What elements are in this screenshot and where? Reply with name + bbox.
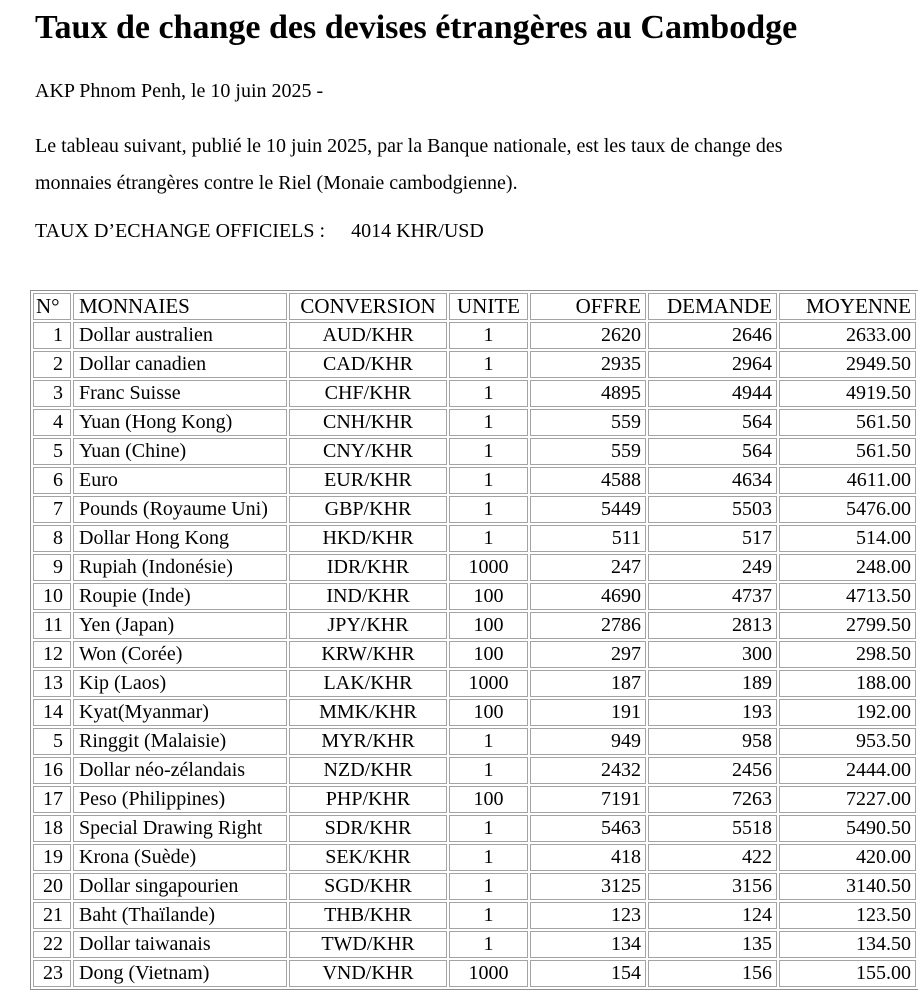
cell-offre: 3125 bbox=[530, 873, 646, 900]
cell-moyenne: 5476.00 bbox=[779, 496, 916, 523]
cell-demande: 300 bbox=[648, 641, 777, 668]
cell-monnaies: Won (Corée) bbox=[73, 641, 287, 668]
cell-moyenne: 2949.50 bbox=[779, 351, 916, 378]
cell-conversion: IND/KHR bbox=[289, 583, 447, 610]
cell-unite: 1 bbox=[449, 409, 528, 436]
cell-moyenne: 561.50 bbox=[779, 438, 916, 465]
cell-no: 5 bbox=[33, 728, 71, 755]
cell-unite: 1000 bbox=[449, 670, 528, 697]
cell-conversion: TWD/KHR bbox=[289, 931, 447, 958]
cell-offre: 559 bbox=[530, 409, 646, 436]
cell-demande: 2813 bbox=[648, 612, 777, 639]
col-header-1: MONNAIES bbox=[73, 293, 287, 320]
cell-conversion: SDR/KHR bbox=[289, 815, 447, 842]
cell-demande: 135 bbox=[648, 931, 777, 958]
cell-offre: 2786 bbox=[530, 612, 646, 639]
table-row bbox=[33, 554, 916, 581]
table-row bbox=[33, 641, 916, 668]
cell-moyenne: 514.00 bbox=[779, 525, 916, 552]
table-row bbox=[33, 844, 916, 871]
cell-no: 18 bbox=[33, 815, 71, 842]
cell-unite: 1000 bbox=[449, 960, 528, 987]
cell-monnaies: Dong (Vietnam) bbox=[73, 960, 287, 987]
cell-conversion: HKD/KHR bbox=[289, 525, 447, 552]
table-row bbox=[33, 612, 916, 639]
cell-offre: 154 bbox=[530, 960, 646, 987]
cell-monnaies: Dollar australien bbox=[73, 322, 287, 349]
cell-moyenne: 420.00 bbox=[779, 844, 916, 871]
cell-monnaies: Dollar taiwanais bbox=[73, 931, 287, 958]
cell-unite: 1 bbox=[449, 902, 528, 929]
exchange-rates-table bbox=[30, 290, 918, 990]
cell-no: 7 bbox=[33, 496, 71, 523]
cell-moyenne: 953.50 bbox=[779, 728, 916, 755]
cell-demande: 3156 bbox=[648, 873, 777, 900]
cell-unite: 100 bbox=[449, 612, 528, 639]
table-row bbox=[33, 728, 916, 755]
cell-offre: 511 bbox=[530, 525, 646, 552]
cell-moyenne: 248.00 bbox=[779, 554, 916, 581]
table-header-row bbox=[33, 293, 916, 320]
cell-monnaies: Peso (Philippines) bbox=[73, 786, 287, 813]
cell-conversion: MMK/KHR bbox=[289, 699, 447, 726]
cell-no: 19 bbox=[33, 844, 71, 871]
cell-conversion: CHF/KHR bbox=[289, 380, 447, 407]
table-row bbox=[33, 438, 916, 465]
cell-no: 1 bbox=[33, 322, 71, 349]
cell-unite: 100 bbox=[449, 786, 528, 813]
cell-unite: 100 bbox=[449, 641, 528, 668]
table-row bbox=[33, 873, 916, 900]
rates-tbody bbox=[33, 322, 916, 987]
cell-conversion: SGD/KHR bbox=[289, 873, 447, 900]
table-row bbox=[33, 902, 916, 929]
cell-no: 9 bbox=[33, 554, 71, 581]
cell-demande: 564 bbox=[648, 438, 777, 465]
table-row bbox=[33, 525, 916, 552]
cell-monnaies: Ringgit (Malaisie) bbox=[73, 728, 287, 755]
table-row bbox=[33, 699, 916, 726]
cell-monnaies: Yuan (Chine) bbox=[73, 438, 287, 465]
cell-conversion: IDR/KHR bbox=[289, 554, 447, 581]
cell-monnaies: Dollar néo-zélandais bbox=[73, 757, 287, 784]
cell-monnaies: Yuan (Hong Kong) bbox=[73, 409, 287, 436]
cell-unite: 1 bbox=[449, 757, 528, 784]
cell-demande: 193 bbox=[648, 699, 777, 726]
cell-monnaies: Roupie (Inde) bbox=[73, 583, 287, 610]
cell-moyenne: 7227.00 bbox=[779, 786, 916, 813]
cell-monnaies: Baht (Thaïlande) bbox=[73, 902, 287, 929]
cell-demande: 564 bbox=[648, 409, 777, 436]
cell-conversion: CNY/KHR bbox=[289, 438, 447, 465]
cell-offre: 247 bbox=[530, 554, 646, 581]
cell-offre: 297 bbox=[530, 641, 646, 668]
cell-monnaies: Dollar canadien bbox=[73, 351, 287, 378]
cell-conversion: PHP/KHR bbox=[289, 786, 447, 813]
cell-no: 2 bbox=[33, 351, 71, 378]
table-row bbox=[33, 322, 916, 349]
cell-monnaies: Pounds (Royaume Uni) bbox=[73, 496, 287, 523]
cell-monnaies: Rupiah (Indonésie) bbox=[73, 554, 287, 581]
cell-unite: 1 bbox=[449, 525, 528, 552]
cell-monnaies: Kip (Laos) bbox=[73, 670, 287, 697]
cell-conversion: AUD/KHR bbox=[289, 322, 447, 349]
cell-offre: 4588 bbox=[530, 467, 646, 494]
cell-moyenne: 4611.00 bbox=[779, 467, 916, 494]
cell-unite: 1 bbox=[449, 322, 528, 349]
cell-demande: 4944 bbox=[648, 380, 777, 407]
cell-offre: 123 bbox=[530, 902, 646, 929]
cell-conversion: NZD/KHR bbox=[289, 757, 447, 784]
cell-demande: 5503 bbox=[648, 496, 777, 523]
cell-conversion: CAD/KHR bbox=[289, 351, 447, 378]
intro-line-1: Le tableau suivant, publié le 10 juin 2025, par la Banque nationale, est les taux de change des bbox=[35, 135, 783, 157]
cell-unite: 1 bbox=[449, 467, 528, 494]
cell-monnaies: Kyat(Myanmar) bbox=[73, 699, 287, 726]
table-row bbox=[33, 757, 916, 784]
cell-conversion: THB/KHR bbox=[289, 902, 447, 929]
table-row bbox=[33, 467, 916, 494]
col-header-3: UNITE bbox=[449, 293, 528, 320]
cell-conversion: MYR/KHR bbox=[289, 728, 447, 755]
col-header-5: DEMANDE bbox=[648, 293, 777, 320]
cell-no: 20 bbox=[33, 873, 71, 900]
cell-offre: 134 bbox=[530, 931, 646, 958]
cell-moyenne: 2799.50 bbox=[779, 612, 916, 639]
official-rate-value: 4014 KHR/USD bbox=[351, 220, 484, 242]
cell-no: 12 bbox=[33, 641, 71, 668]
cell-demande: 2964 bbox=[648, 351, 777, 378]
cell-offre: 559 bbox=[530, 438, 646, 465]
cell-offre: 2620 bbox=[530, 322, 646, 349]
cell-no: 22 bbox=[33, 931, 71, 958]
cell-moyenne: 134.50 bbox=[779, 931, 916, 958]
cell-offre: 5449 bbox=[530, 496, 646, 523]
cell-moyenne: 298.50 bbox=[779, 641, 916, 668]
cell-conversion: JPY/KHR bbox=[289, 612, 447, 639]
cell-moyenne: 123.50 bbox=[779, 902, 916, 929]
cell-moyenne: 5490.50 bbox=[779, 815, 916, 842]
cell-demande: 2646 bbox=[648, 322, 777, 349]
cell-no: 4 bbox=[33, 409, 71, 436]
table-row bbox=[33, 960, 916, 987]
table-row bbox=[33, 380, 916, 407]
cell-unite: 1000 bbox=[449, 554, 528, 581]
official-rate-label: TAUX D’ECHANGE OFFICIELS : bbox=[35, 220, 326, 242]
cell-offre: 187 bbox=[530, 670, 646, 697]
table-row bbox=[33, 409, 916, 436]
cell-demande: 958 bbox=[648, 728, 777, 755]
cell-unite: 1 bbox=[449, 931, 528, 958]
cell-no: 8 bbox=[33, 525, 71, 552]
cell-demande: 517 bbox=[648, 525, 777, 552]
cell-no: 5 bbox=[33, 438, 71, 465]
cell-monnaies: Yen (Japan) bbox=[73, 612, 287, 639]
cell-conversion: GBP/KHR bbox=[289, 496, 447, 523]
table-row bbox=[33, 583, 916, 610]
cell-no: 14 bbox=[33, 699, 71, 726]
cell-conversion: KRW/KHR bbox=[289, 641, 447, 668]
official-rate-line bbox=[35, 218, 883, 244]
cell-demande: 4737 bbox=[648, 583, 777, 610]
cell-monnaies: Krona (Suède) bbox=[73, 844, 287, 871]
cell-offre: 7191 bbox=[530, 786, 646, 813]
cell-no: 10 bbox=[33, 583, 71, 610]
cell-no: 13 bbox=[33, 670, 71, 697]
cell-no: 21 bbox=[33, 902, 71, 929]
cell-demande: 4634 bbox=[648, 467, 777, 494]
cell-unite: 1 bbox=[449, 496, 528, 523]
cell-no: 16 bbox=[33, 757, 71, 784]
cell-demande: 5518 bbox=[648, 815, 777, 842]
intro-paragraph bbox=[35, 128, 883, 202]
cell-demande: 7263 bbox=[648, 786, 777, 813]
table-row bbox=[33, 786, 916, 813]
cell-moyenne: 4919.50 bbox=[779, 380, 916, 407]
cell-unite: 100 bbox=[449, 583, 528, 610]
cell-demande: 156 bbox=[648, 960, 777, 987]
cell-conversion: CNH/KHR bbox=[289, 409, 447, 436]
cell-offre: 949 bbox=[530, 728, 646, 755]
cell-moyenne: 155.00 bbox=[779, 960, 916, 987]
cell-unite: 1 bbox=[449, 844, 528, 871]
cell-conversion: EUR/KHR bbox=[289, 467, 447, 494]
cell-unite: 1 bbox=[449, 873, 528, 900]
cell-unite: 1 bbox=[449, 728, 528, 755]
cell-no: 11 bbox=[33, 612, 71, 639]
cell-demande: 422 bbox=[648, 844, 777, 871]
cell-conversion: LAK/KHR bbox=[289, 670, 447, 697]
cell-unite: 1 bbox=[449, 351, 528, 378]
cell-monnaies: Special Drawing Right bbox=[73, 815, 287, 842]
cell-unite: 1 bbox=[449, 815, 528, 842]
cell-demande: 189 bbox=[648, 670, 777, 697]
cell-moyenne: 561.50 bbox=[779, 409, 916, 436]
cell-offre: 4690 bbox=[530, 583, 646, 610]
dateline: AKP Phnom Penh, le 10 juin 2025 - bbox=[35, 80, 324, 102]
cell-conversion: VND/KHR bbox=[289, 960, 447, 987]
col-header-2: CONVERSION bbox=[289, 293, 447, 320]
col-header-4: OFFRE bbox=[530, 293, 646, 320]
page-title: Taux de change des devises étrangères au Cambodge bbox=[35, 9, 798, 46]
cell-demande: 249 bbox=[648, 554, 777, 581]
cell-no: 23 bbox=[33, 960, 71, 987]
cell-offre: 418 bbox=[530, 844, 646, 871]
cell-offre: 5463 bbox=[530, 815, 646, 842]
cell-moyenne: 4713.50 bbox=[779, 583, 916, 610]
cell-no: 3 bbox=[33, 380, 71, 407]
table-row bbox=[33, 815, 916, 842]
cell-monnaies: Dollar singapourien bbox=[73, 873, 287, 900]
cell-offre: 2432 bbox=[530, 757, 646, 784]
cell-monnaies: Franc Suisse bbox=[73, 380, 287, 407]
cell-offre: 4895 bbox=[530, 380, 646, 407]
cell-moyenne: 192.00 bbox=[779, 699, 916, 726]
cell-offre: 191 bbox=[530, 699, 646, 726]
cell-no: 6 bbox=[33, 467, 71, 494]
cell-moyenne: 188.00 bbox=[779, 670, 916, 697]
cell-conversion: SEK/KHR bbox=[289, 844, 447, 871]
table-row bbox=[33, 496, 916, 523]
table-row bbox=[33, 351, 916, 378]
cell-demande: 124 bbox=[648, 902, 777, 929]
col-header-6: MOYENNE bbox=[779, 293, 916, 320]
cell-monnaies: Dollar Hong Kong bbox=[73, 525, 287, 552]
cell-offre: 2935 bbox=[530, 351, 646, 378]
cell-demande: 2456 bbox=[648, 757, 777, 784]
cell-no: 17 bbox=[33, 786, 71, 813]
cell-moyenne: 3140.50 bbox=[779, 873, 916, 900]
cell-moyenne: 2633.00 bbox=[779, 322, 916, 349]
cell-unite: 1 bbox=[449, 438, 528, 465]
cell-unite: 1 bbox=[449, 380, 528, 407]
table-row bbox=[33, 670, 916, 697]
cell-moyenne: 2444.00 bbox=[779, 757, 916, 784]
col-header-0: N° bbox=[33, 293, 71, 320]
table-row bbox=[33, 931, 916, 958]
intro-line-2: monnaies étrangères contre le Riel (Monaie cambodgienne). bbox=[35, 172, 518, 194]
cell-monnaies: Euro bbox=[73, 467, 287, 494]
cell-unite: 100 bbox=[449, 699, 528, 726]
